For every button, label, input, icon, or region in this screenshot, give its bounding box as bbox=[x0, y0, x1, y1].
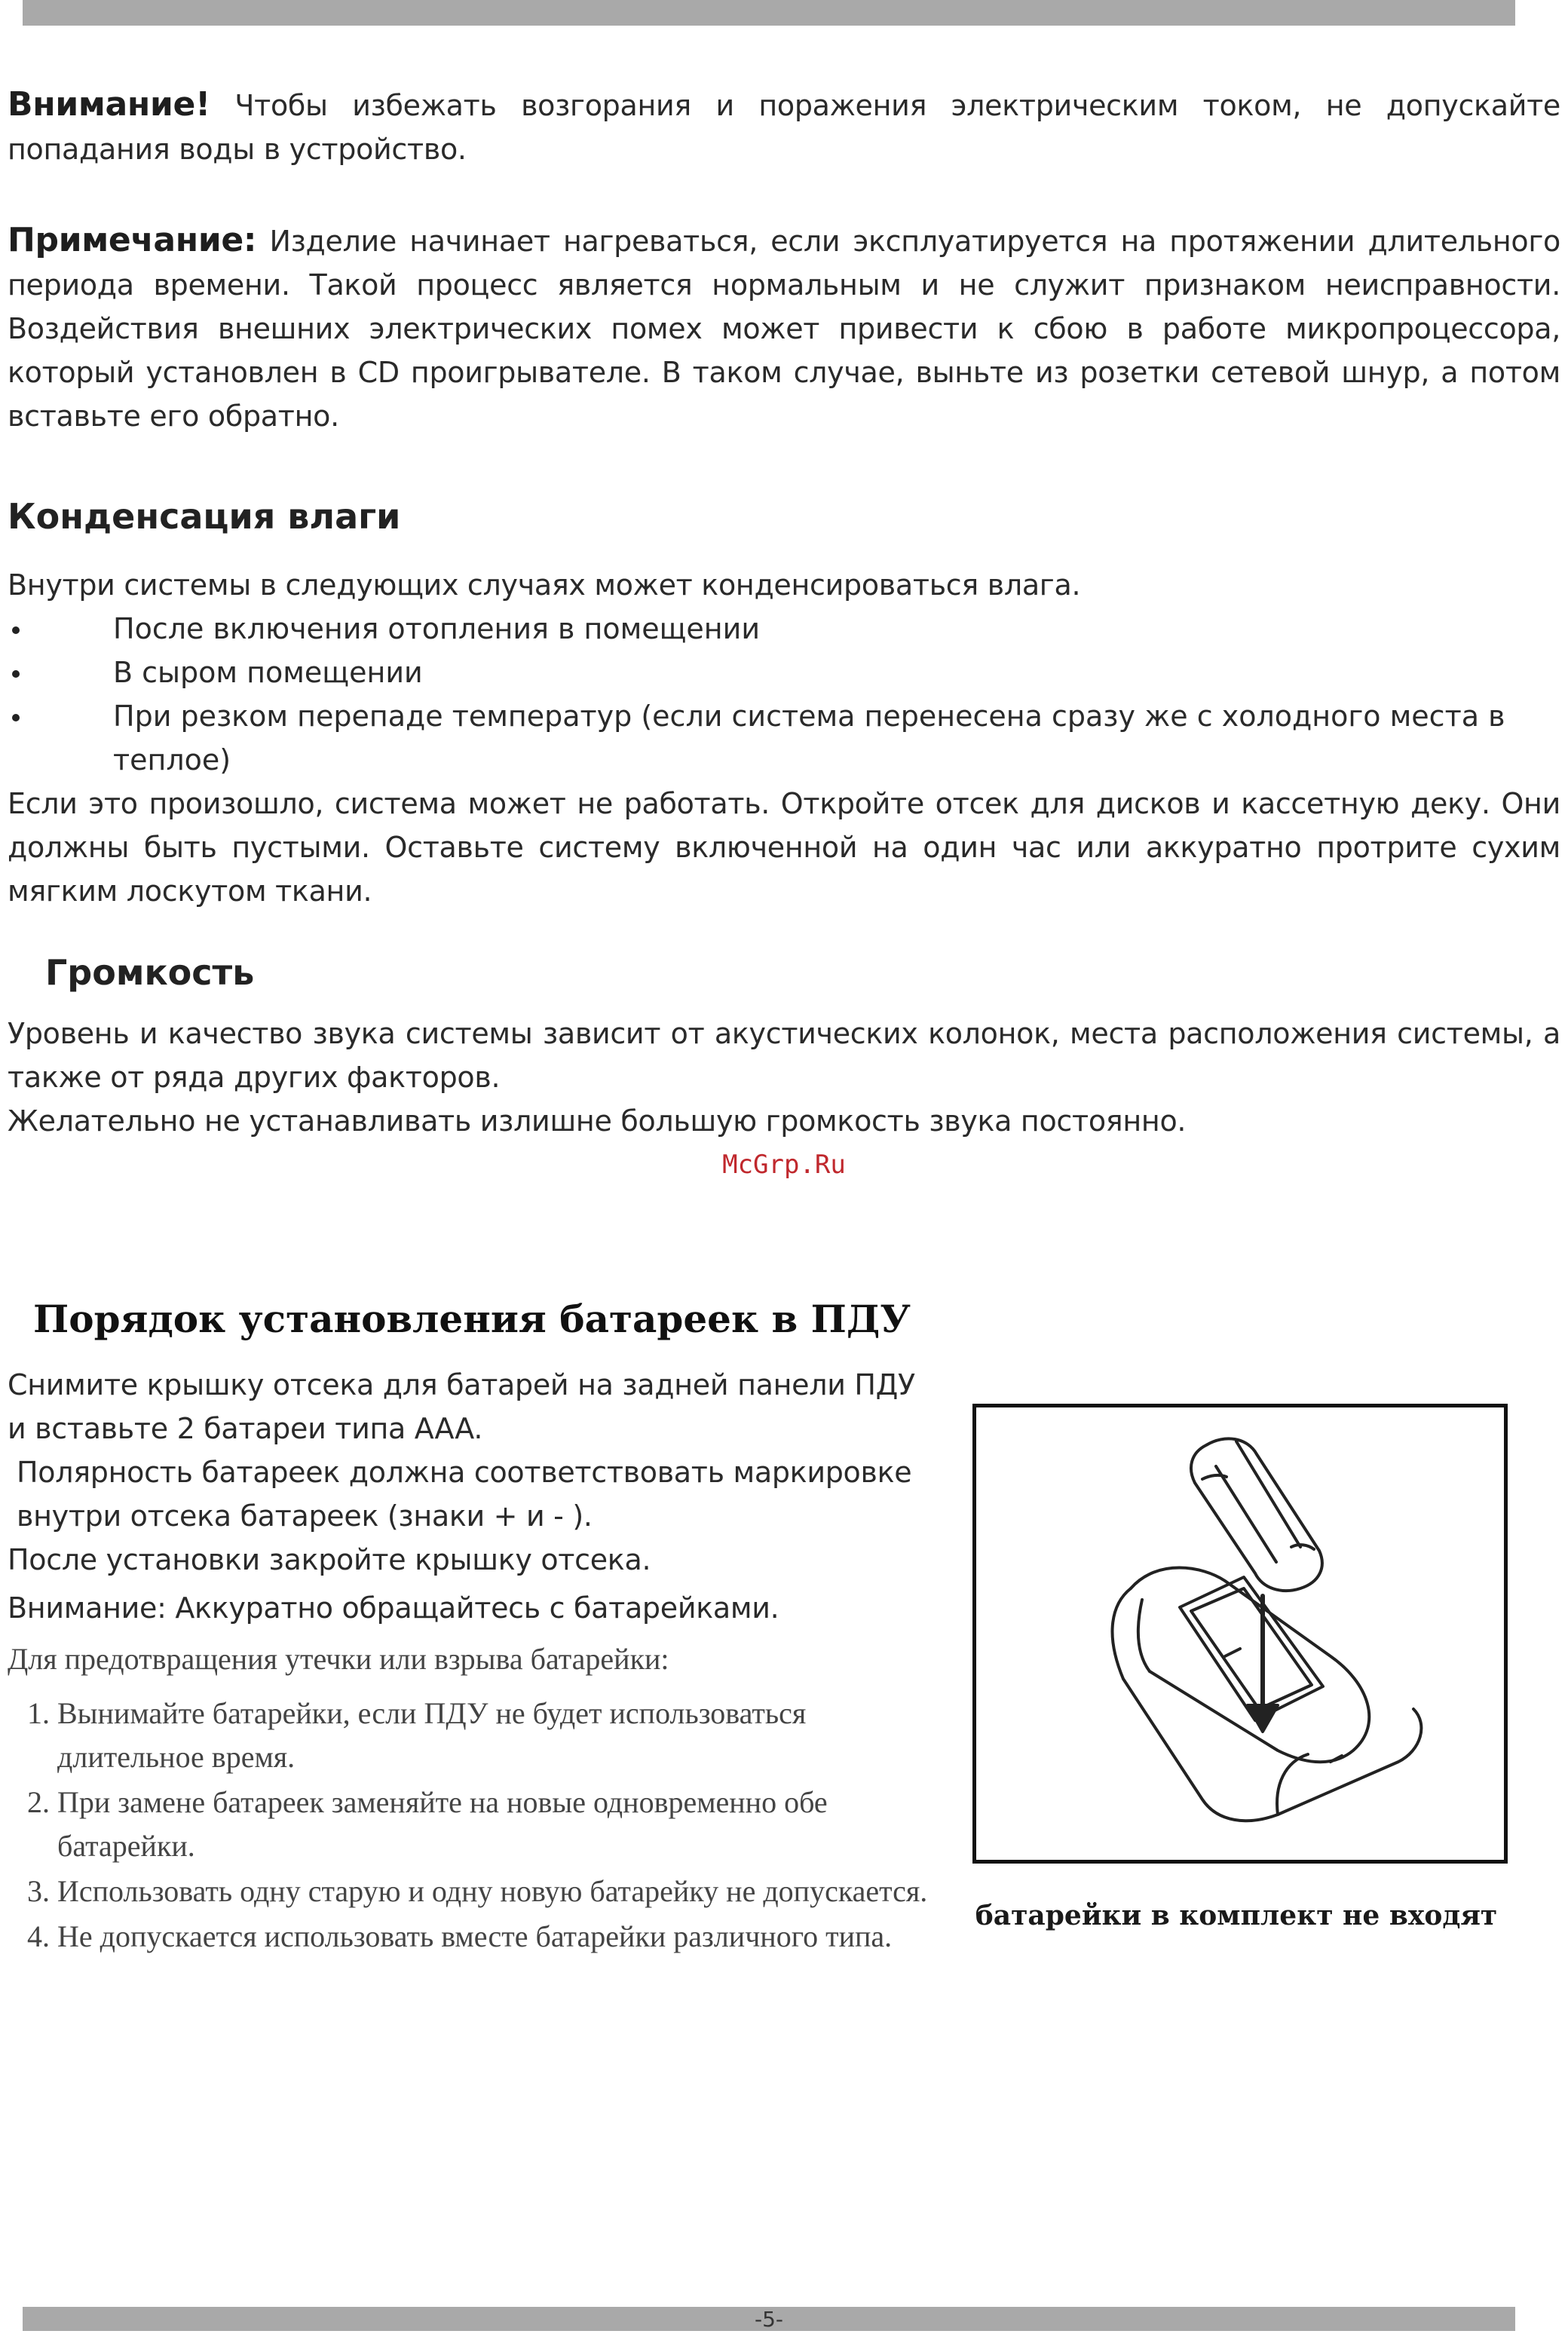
top-rule bbox=[23, 0, 1515, 26]
battery-caption: батарейки в комплект не входят bbox=[975, 1900, 1498, 1931]
warning-label: Внимание! bbox=[8, 85, 210, 124]
step-number: 2. bbox=[27, 1785, 50, 1819]
step-text: Не допускается использовать вместе батарейки различного типа. bbox=[57, 1919, 893, 1953]
volume-text-1: Уровень и качество звука системы зависит от акустических колонок, места расположения системы, а также от ряда других факторов. bbox=[8, 1017, 1560, 1094]
condensation-intro: Внутри системы в следующих случаях может конденсироваться влага. bbox=[8, 568, 1081, 602]
list-item: В сыром помещении bbox=[8, 651, 1560, 694]
batteries-instructions bbox=[8, 1363, 935, 1960]
batteries-attention: Внимание: Аккуратно обращайтесь с батарейками. bbox=[8, 1591, 779, 1625]
batteries-p1: Снимите крышку отсека для батарей на задней панели ПДУ и вставьте 2 батареи типа AAA. bbox=[8, 1368, 915, 1445]
condensation-section bbox=[8, 494, 1560, 913]
volume-title: Громкость bbox=[45, 952, 255, 993]
list-item: При резком перепаде температур (если система перенесена сразу же с холодного места в теплое) bbox=[8, 694, 1560, 782]
volume-text-2: Желательно не устанавливать излишне большую громкость звука постоянно. bbox=[8, 1104, 1187, 1138]
watermark-link[interactable]: McGrp.Ru bbox=[722, 1150, 846, 1180]
batteries-steps bbox=[8, 1692, 935, 1959]
step-text: При замене батареек заменяйте на новые одновременно обе батарейки. bbox=[57, 1785, 828, 1863]
note-text: Изделие начинает нагреваться, если эксплуатируется на протяжении длительного периода времени. Такой процесс является нормальным и не служит признаком неисправности. Воздействия внешних электрических помех может привести к сбою в работе микропроцессора, который установлен в CD проигрывателе. В таком случае, выньте из розетки сетевой шнур, а потом вставьте его обратно. bbox=[8, 225, 1560, 433]
condensation-title: Конденсация влаги bbox=[8, 496, 401, 537]
page-number: -5- bbox=[754, 2306, 784, 2332]
list-item bbox=[8, 1870, 935, 1913]
batteries-title: Порядок установления батареек в ПДУ bbox=[33, 1297, 911, 1341]
step-text: Использовать одну старую и одну новую батарейку не допускается. bbox=[57, 1874, 928, 1908]
batteries-p3: После установки закройте крышку отсека. bbox=[8, 1543, 651, 1576]
remote-battery-icon bbox=[976, 1407, 1504, 1860]
list-item bbox=[8, 1915, 935, 1959]
step-number: 4. bbox=[27, 1919, 50, 1953]
note-paragraph bbox=[8, 219, 1560, 438]
batteries-p2: Полярность батареек должна соответствовать маркировке внутри отсека батареек (знаки + и - ). bbox=[17, 1456, 912, 1533]
warning-text: Чтобы избежать возгорания и поражения электрическим током, не допускайте попадания воды в устройство. bbox=[8, 89, 1561, 166]
list-item bbox=[8, 1781, 935, 1868]
bottom-rule bbox=[23, 2307, 1515, 2331]
list-item: После включения отопления в помещении bbox=[8, 607, 1560, 651]
condensation-list bbox=[8, 607, 1560, 782]
volume-section bbox=[8, 950, 1560, 1143]
step-number: 1. bbox=[27, 1696, 50, 1730]
step-number: 3. bbox=[27, 1874, 50, 1908]
step-text: Вынимайте батарейки, если ПДУ не будет использоваться длительное время. bbox=[57, 1696, 807, 1774]
batteries-prevent: Для предотвращения утечки или взрыва батарейки: bbox=[8, 1642, 669, 1676]
note-label: Примечание: bbox=[8, 221, 257, 259]
list-item bbox=[8, 1692, 935, 1779]
condensation-outro: Если это произошло, система может не работать. Откройте отсек для дисков и кассетную деку. Они должны быть пустыми. Оставьте систему включенной на один час или аккуратно протрите сухим мягким лоскутом ткани. bbox=[8, 787, 1560, 908]
warning-paragraph bbox=[8, 83, 1560, 171]
battery-illustration bbox=[972, 1404, 1508, 1864]
